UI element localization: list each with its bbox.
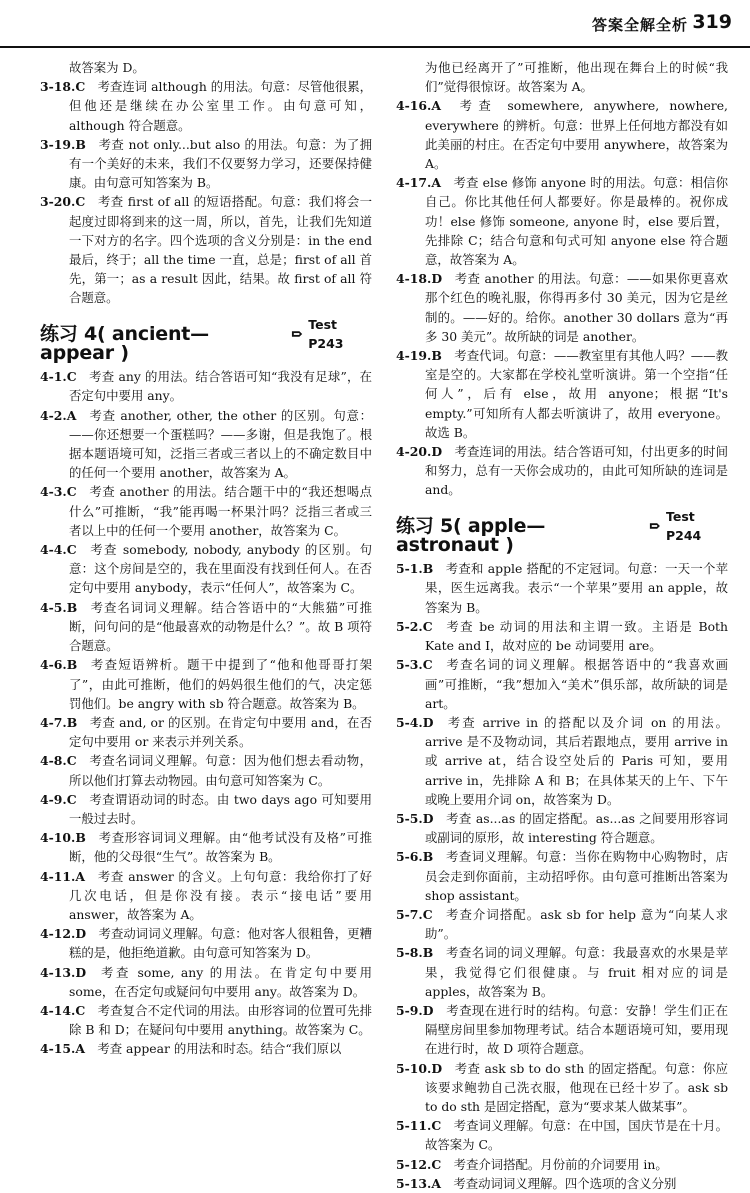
answer-number: 5-7.C <box>396 906 433 922</box>
page-header <box>0 0 750 48</box>
answer-number: 4-14.C <box>40 1002 86 1018</box>
section-heading-4 <box>40 315 372 364</box>
answer-number: 5-9.D <box>396 1002 434 1018</box>
test-reference <box>649 507 728 545</box>
section-title: 练习 5( apple—astronaut ) <box>396 514 546 557</box>
answer-explanation: 考查 another 的用法。句意：——如果你更喜欢那个红色的晚礼服，你得再多付 30 美元，因为它是丝制的。——好的。给你。another 30 dollars 意为“再多 30 美元”。故所缺的词是 another。 <box>425 271 728 344</box>
answer-number: 5-3.C <box>396 657 433 673</box>
answer-explanation: 考查名词的词义理解。根据答语中的“我喜欢画画”可推断，“我”想加入“美术”俱乐部，故所缺的词是 art。 <box>425 657 728 711</box>
answer-explanation: 考查名词的词义理解。句意：我最喜欢的水果是苹果，我觉得它们很健康。与 fruit 相对应的词是 apples，故答案为 B。 <box>425 945 728 999</box>
answer-explanation: 考查 somebody, nobody, anybody 的区别。句意：这个房间是空的，我在里面没有找到任何人。在否定句中要用 anybody，表示“任何人”，故答案为 C。 <box>69 542 372 596</box>
answer-number: 4-16.A <box>396 98 441 114</box>
answer-number: 5-1.B <box>396 561 434 577</box>
answer-explanation: 考查现在进行时的结构。句意：安静！学生们正在隔壁房间里参加物理考试。结合本题语境可知，要用现在进行时，故 D 项符合题意。 <box>425 1002 728 1057</box>
left-items-before <box>40 58 372 308</box>
answer-number: 5-8.B <box>396 945 434 961</box>
answer-explanation: 考查动词词义理解。四个选项的含义分别 <box>453 1175 677 1191</box>
test-reference <box>291 315 372 353</box>
answer-item <box>40 924 372 962</box>
answer-item <box>396 346 728 442</box>
answer-explanation: 考查形容词词义理解。由“他考试没有及格”可推断，他的父母很“生气”。故答案为 B。 <box>69 830 372 865</box>
answer-item <box>396 96 728 173</box>
test-reference-label: Test P243 <box>308 316 344 351</box>
answer-item <box>396 905 728 943</box>
answer-number: 4-11.A <box>40 868 85 884</box>
answer-explanation: 考查 another 的用法。结合题干中的“我还想喝点什么”可推断，“我”能再喝一杯果汁吗？泛指三者或三者以上中的任何一个要用 another，故答案为 C。 <box>69 484 372 538</box>
answer-item <box>40 406 372 483</box>
answer-item <box>40 1001 372 1039</box>
right-items-before <box>396 58 728 500</box>
answer-item <box>396 713 728 809</box>
answer-item <box>40 135 372 193</box>
page-number: 319 <box>692 11 732 33</box>
answer-number: 4-10.B <box>40 830 86 846</box>
answer-number: 4-15.A <box>40 1041 85 1057</box>
answer-item <box>40 790 372 828</box>
answer-number: 4-1.C <box>40 369 77 385</box>
answer-explanation: 考查名词词义理解。句意：因为他们想去看动物，所以他们打算去动物园。由句意可知答案为 C。 <box>69 753 372 788</box>
section-heading-5 <box>396 507 728 556</box>
answer-explanation: 考查介词搭配。月份前的介词要用 in。 <box>453 1156 668 1172</box>
answer-explanation: 考查动词词义理解。句意：他对客人很粗鲁，更糟糕的是，他拒绝道歉。由句意可知答案为 D。 <box>69 926 372 961</box>
answer-number: 5-2.C <box>396 618 433 634</box>
right-items-after <box>396 559 728 1193</box>
answer-explanation: 考查 answer 的含义。上句句意：我给你打了好几次电话，但是你没有接。表示“接电话”要用 answer，故答案为 A。 <box>69 868 372 922</box>
answer-item <box>396 1116 728 1154</box>
answer-number: 5-12.C <box>396 1156 442 1172</box>
answer-explanation: 考查 as...as 的固定搭配。as...as 之间要用形容词或副词的原形，故 interesting 符合题意。 <box>425 810 728 846</box>
answer-explanation: 考查词义理解。句意：在中国，国庆节是在十月。故答案为 C。 <box>425 1118 728 1153</box>
answer-item <box>396 269 728 346</box>
answer-item <box>40 482 372 540</box>
pointing-hand-icon <box>291 328 304 340</box>
answer-explanation: 考查 another, other, the other 的区别。句意：——你还想要一个蛋糕吗？——多谢，但是我饱了。根据本题语境可知，泛指三者或三者以上的不确定数目中的任何一个要用 another，故答案为 A。 <box>69 407 372 481</box>
answer-item <box>396 655 728 713</box>
answer-number: 4-8.C <box>40 753 77 769</box>
answer-explanation: 考查 arrive in 的搭配以及介词 on 的用法。arrive 是不及物动词，其后若跟地点，要用 arrive in 或 arrive at，结合设空处后的 Paris 可知，要用 arrive in，先排除 A 和 B；在具体某天的上午、下午或晚上要用介词 on，故答案为 D。 <box>425 714 728 807</box>
answer-item <box>40 963 372 1001</box>
answer-item <box>396 58 728 96</box>
answer-item <box>396 617 728 655</box>
answer-explanation: 考查介词搭配。ask sb for help 意为“向某人求助”。 <box>425 906 728 942</box>
answer-item <box>396 559 728 617</box>
answer-item <box>396 943 728 1001</box>
answer-number: 4-12.D <box>40 926 87 942</box>
left-items-after <box>40 367 372 1058</box>
right-column <box>396 58 728 1193</box>
answer-item <box>396 173 728 269</box>
answer-explanation: 考查名词词义理解。结合答语中的“大熊猫”可推断，问句问的是“他最喜欢的动物是什么？”。故 B 项符合题意。 <box>69 599 372 654</box>
answer-explanation: 为他已经离开了”可推断，他出现在舞台上的时候“我们”觉得很惊讶。故答案为 A。 <box>425 60 728 95</box>
answer-explanation: 考查 and, or 的区别。在肯定句中要用 and，在否定句中要用 or 来表示并列关系。 <box>69 714 372 750</box>
answer-item <box>40 655 372 713</box>
answer-explanation: 考查 not only...but also 的用法。句意：为了拥有一个美好的未来，我们不仅要努力学习，还要保持健康。由句意可知答案为 B。 <box>69 136 372 191</box>
answer-explanation: 考查 any 的用法。结合答语可知“我没有足球”，在否定句中要用 any。 <box>69 369 372 404</box>
answer-explanation: 考查 be 动词的用法和主谓一致。主语是 Both Kate and I，故对应的 be 动词要用 are。 <box>425 618 728 654</box>
answer-item <box>40 540 372 598</box>
answer-number: 4-20.D <box>396 444 443 460</box>
answer-explanation: 故答案为 D。 <box>69 60 145 75</box>
answer-item <box>40 598 372 656</box>
answer-number: 4-2.A <box>40 407 77 423</box>
answer-explanation: 考查连词 although 的用法。句意：尽管他很累，但他还是继续在办公室里工作。由句意可知，although 符合题意。 <box>69 79 372 133</box>
answer-number: 5-5.D <box>396 810 434 826</box>
left-column <box>40 58 372 1059</box>
answer-item <box>40 828 372 866</box>
answer-item <box>40 77 372 135</box>
answer-explanation: 考查复合不定代词的用法。由形容词的位置可先排除 B 和 D；在疑问句中要用 anything。故答案为 C。 <box>69 1002 372 1038</box>
answer-item <box>40 713 372 751</box>
answer-number: 3-20.C <box>40 194 86 210</box>
header-title: 答案全解全析 <box>591 16 688 34</box>
answer-item <box>396 1174 728 1193</box>
test-reference-label: Test P244 <box>665 508 702 543</box>
answer-explanation: 考查短语辨析。题干中提到了“他和他哥哥打架了”，由此可推断，他们的妈妈很生他们的气，决定惩罚他们。be angry with sb 符合题意。故答案为 B。 <box>69 657 372 711</box>
answer-number: 5-4.D <box>396 714 434 730</box>
answer-number: 4-18.D <box>396 271 443 287</box>
answer-explanation: 考查连词的用法。结合答语可知，付出更多的时间和努力，总有一天你会成功的，由此可知所缺的连词是 and。 <box>425 444 728 498</box>
answer-explanation: 考查 ask sb to do sth 的固定搭配。句意：你应该要求鲍勃自己洗衣服，他现在已经十岁了。ask sb to do sth 是固定搭配，意为“要求某人做某事”。 <box>425 1060 728 1114</box>
answer-number: 5-10.D <box>396 1060 443 1076</box>
answer-number: 4-5.B <box>40 599 78 615</box>
answer-explanation: 考查 appear 的用法和时态。结合“我们原以 <box>97 1041 342 1057</box>
answer-number: 4-3.C <box>40 484 77 500</box>
answer-item <box>40 367 372 405</box>
answer-item <box>40 867 372 925</box>
answer-explanation: 考查 first of all 的短语搭配。句意：我们将会一起度过即将到来的这一周，所以，首先，让我们先知道一下对方的名字。四个选项的含义分别是：in the end 最后，终于；all the time 一直，总是；first of all 首先，第一；as a result 因此，结果。故 first of all 符合题意。 <box>69 194 372 306</box>
answer-explanation: 考查 some, any 的用法。在肯定句中要用 some，在否定句或疑问句中要用 any。故答案为 D。 <box>69 964 372 999</box>
answer-explanation: 考查词义理解。句意：当你在购物中心购物时，店员会走到你面前，主动招呼你。由句意可推断出答案为 shop assistant。 <box>425 849 728 903</box>
pointing-hand-icon <box>649 520 662 532</box>
answer-item <box>40 1039 372 1058</box>
answer-explanation: 考查 somewhere, anywhere, nowhere, everywhere 的辨析。句意：世界上任何地方都没有如此美丽的村庄。在否定句中要用 anywhere，故答案为 A。 <box>425 98 728 172</box>
answer-number: 4-13.D <box>40 964 87 980</box>
answer-explanation: 考查和 apple 搭配的不定冠词。句意：一天一个苹果，医生远离我。表示“一个苹果”要用 an apple，故答案为 B。 <box>425 561 728 615</box>
answer-item <box>396 442 728 500</box>
answer-number: 4-19.B <box>396 348 442 364</box>
answer-number: 4-7.B <box>40 714 78 730</box>
answer-explanation: 考查 else 修饰 anyone 时的用法。句意：相信你自己。你比其他任何人都要好。你是最棒的。祝你成功！else 修饰 someone, anyone 时，else 要后置，先排除 C；结合句意和句式可知 anyone else 符合题意，故答案为 A。 <box>425 175 728 268</box>
answer-number: 5-13.A <box>396 1175 441 1191</box>
answer-number: 4-9.C <box>40 791 77 807</box>
answer-item <box>396 1155 728 1174</box>
answer-number: 4-17.A <box>396 175 441 191</box>
answer-number: 5-11.C <box>396 1118 442 1134</box>
answer-item <box>396 1001 728 1059</box>
answer-explanation: 考查代词。句意：——教室里有其他人吗？——教室是空的。大家都在学校礼堂听演讲。第一个空指“任何人”，后有 else，故用 anyone；根据“It's empty.”可知所有人都去听演讲了，故用 everyone。故选 B。 <box>425 348 728 440</box>
answer-number: 3-19.B <box>40 136 86 152</box>
answer-item <box>40 751 372 789</box>
answer-number: 4-6.B <box>40 657 78 673</box>
answer-item <box>396 809 728 847</box>
answer-item <box>40 192 372 307</box>
answer-item <box>396 847 728 905</box>
answer-number: 4-4.C <box>40 542 77 558</box>
answer-item <box>396 1059 728 1117</box>
answer-item <box>40 58 372 77</box>
section-title: 练习 4( ancient—appear ) <box>40 322 209 365</box>
answer-number: 5-6.B <box>396 849 434 865</box>
answer-number: 3-18.C <box>40 79 86 95</box>
answer-explanation: 考查谓语动词的时态。由 two days ago 可知要用一般过去时。 <box>69 791 372 826</box>
